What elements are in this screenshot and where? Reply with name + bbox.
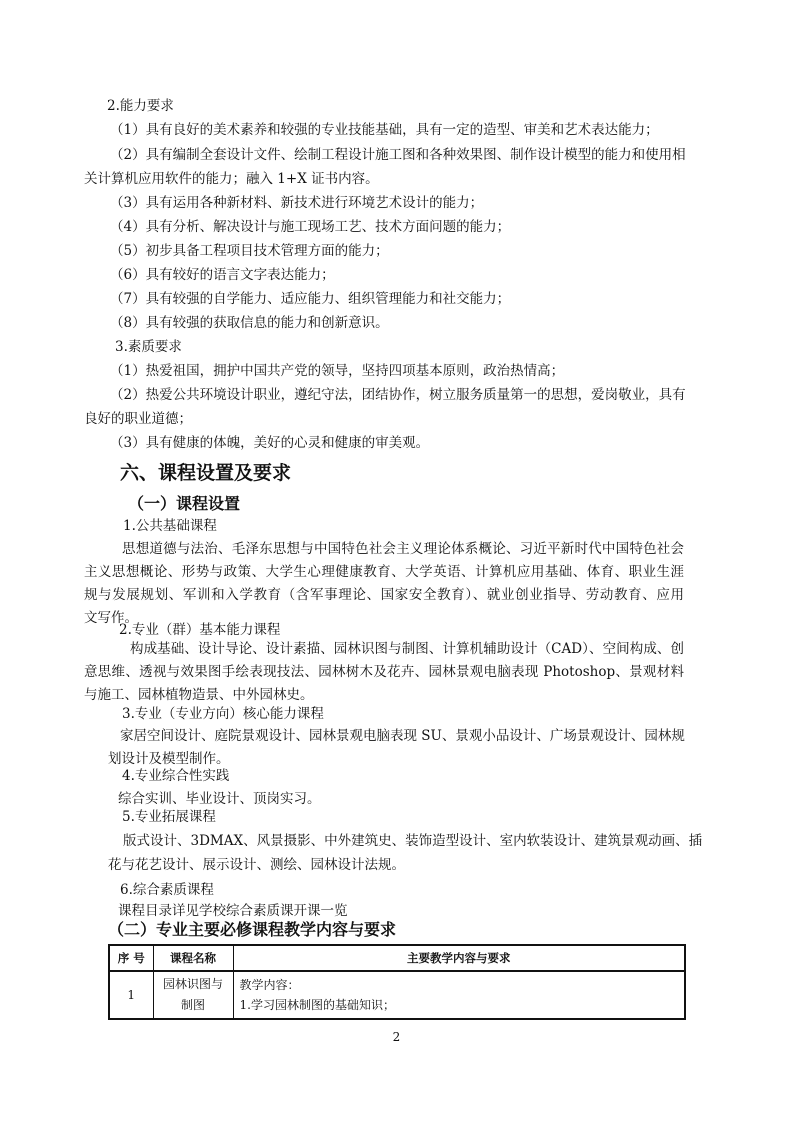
core-heading: 3.专业（专业方向）核心能力课程 xyxy=(122,706,324,722)
public-line-3: 规与发展规划、军训和入学教育（含军事理论、国家安全教育）、就业创业指导、劳动教育、应用 xyxy=(84,587,684,603)
section-6-sub2: （二）专业主要必修课程教学内容与要求 xyxy=(108,920,397,939)
ability-item-6: （6）具有较好的语言文字表达能力； xyxy=(110,267,335,283)
basic-line-1: 构成基础、设计导论、设计素描、园林识图与制图、计算机辅助设计（CAD）、空间构成、创 xyxy=(130,641,684,657)
basic-heading: 2.专业（群）基本能力课程 xyxy=(119,622,281,638)
ability-item-7: （7）具有较强的自学能力、适应能力、组织管理能力和社交能力； xyxy=(110,291,511,307)
quality-item-2-cont: 良好的职业道德； xyxy=(84,411,192,427)
basic-line-2: 意思维、透视与效果图手绘表现技法、园林树木及花卉、园林景观电脑表现 Photoshop、景观材料 xyxy=(84,664,684,680)
ability-heading: 2.能力要求 xyxy=(107,98,174,114)
public-line-2: 主义思想概论、形势与政策、大学生心理健康教育、大学英语、计算机应用基础、体育、职业生涯 xyxy=(84,564,684,580)
extension-line-2: 花与花艺设计、展示设计、测绘、园林设计法规。 xyxy=(108,857,405,873)
ability-item-5: （5）初步具备工程项目技术管理方面的能力； xyxy=(110,243,389,259)
quality-item-2: （2）热爱公共环境设计职业，遵纪守法，团结协作，树立服务质量第一的思想，爱岗敬业，具有 xyxy=(110,387,686,403)
ability-item-2-cont: 关计算机应用软件的能力；融入 1+X 证书内容。 xyxy=(84,171,379,187)
quality-item-1: （1）热爱祖国，拥护中国共产党的领导，坚持四项基本原则，政治热情高； xyxy=(110,363,565,379)
page-number: 2 xyxy=(392,1030,401,1044)
header-no: 序 号 xyxy=(109,945,153,971)
ability-item-1: （1）具有良好的美术素养和较强的专业技能基础，具有一定的造型、审美和艺术表达能力； xyxy=(110,122,659,138)
row-no: 1 xyxy=(109,971,153,1019)
row-course-name-line-2: 制图 xyxy=(180,998,205,1012)
basic-line-3: 与施工、园林植物造景、中外园林史。 xyxy=(84,687,314,703)
ability-item-2: （2）具有编制全套设计文件、绘制工程设计施工图和各种效果图、制作设计模型的能力和使用相 xyxy=(110,147,686,163)
core-line-1: 家居空间设计、庭院景观设计、园林景观电脑表现 SU、景观小品设计、广场景观设计、园林规 xyxy=(120,728,685,744)
section-6-title: 六、课程设置及要求 xyxy=(120,462,292,484)
ability-item-4: （4）具有分析、解决设计与施工现场工艺、技术方面问题的能力； xyxy=(110,219,511,235)
header-content: 主要教学内容与要求 xyxy=(233,945,685,971)
public-line-4: 文写作。 xyxy=(84,610,138,626)
row-content-line-2: 1.学习园林制图的基础知识； xyxy=(239,998,395,1012)
general-line-1: 课程目录详见学校综合素质课开课一览 xyxy=(118,903,348,919)
quality-heading: 3.素质要求 xyxy=(115,339,182,355)
row-content-line-1: 教学内容： xyxy=(239,978,300,992)
course-table xyxy=(108,944,686,1020)
header-course-name: 课程名称 xyxy=(153,945,233,971)
row-course-name xyxy=(153,971,233,1019)
quality-item-3: （3）具有健康的体魄，美好的心灵和健康的审美观。 xyxy=(110,435,430,451)
row-course-name-line-1: 园林识图与 xyxy=(162,977,223,991)
practice-line-1: 综合实训、毕业设计、顶岗实习。 xyxy=(118,791,321,807)
public-line-1: 思想道德与法治、毛泽东思想与中国特色社会主义理论体系概论、习近平新时代中国特色社会 xyxy=(122,541,684,557)
practice-heading: 4.专业综合性实践 xyxy=(122,768,230,784)
general-heading: 6.综合素质课程 xyxy=(120,882,214,898)
extension-line-1: 版式设计、3DMAX、风景摄影、中外建筑史、装饰造型设计、室内软装设计、建筑景观动画、插 xyxy=(123,833,703,849)
table-header-row xyxy=(109,945,685,971)
table-row xyxy=(109,971,685,1019)
ability-item-8: （8）具有较强的获取信息的能力和创新意识。 xyxy=(110,315,389,331)
section-6-sub1: （一）课程设置 xyxy=(128,494,241,513)
core-line-2: 划设计及模型制作。 xyxy=(108,751,230,767)
row-content xyxy=(233,971,685,1019)
ability-item-3: （3）具有运用各种新材料、新技术进行环境艺术设计的能力； xyxy=(110,195,484,211)
extension-heading: 5.专业拓展课程 xyxy=(122,809,216,825)
public-heading: 1.公共基础课程 xyxy=(123,518,217,534)
